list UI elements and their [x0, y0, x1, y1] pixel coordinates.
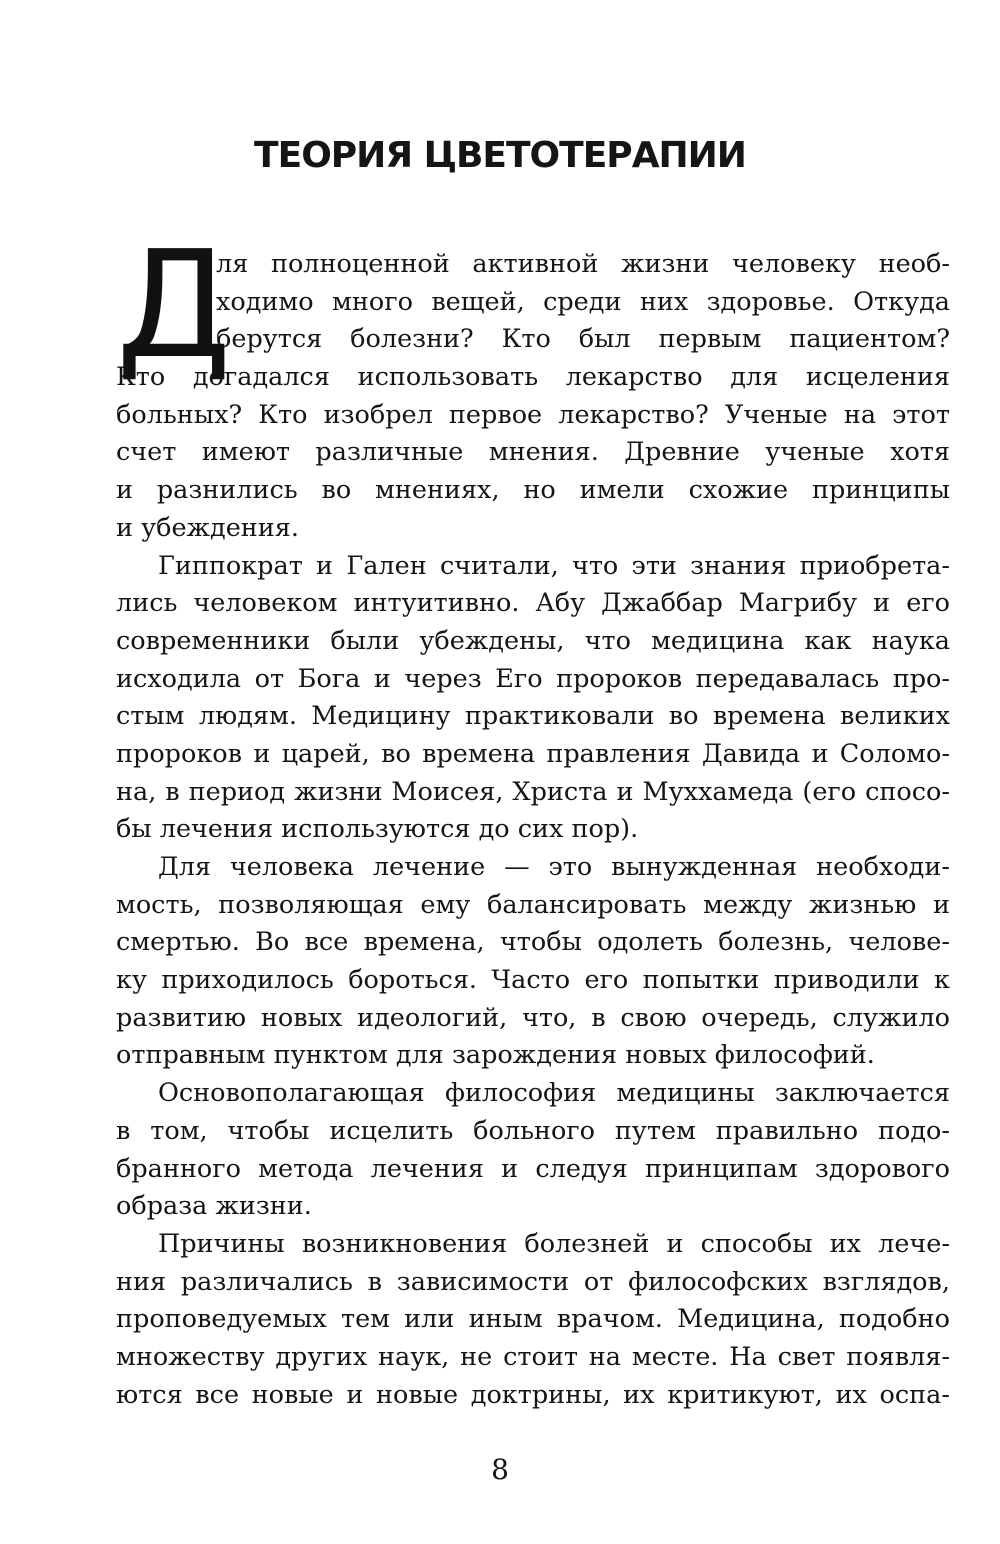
- text-line: проповедуемых тем или иным врачом. Медицина, подобно: [116, 1304, 950, 1335]
- text-line: мость, позволяющая ему балансировать между жизнью и: [116, 889, 950, 920]
- text-line: Причины возникновения болезней и способы их лече-: [158, 1228, 950, 1259]
- text-line: счет имеют различные мнения. Древние ученые хотя: [116, 437, 950, 468]
- body-text: [116, 219, 950, 1414]
- text-line: в том, чтобы исцелить больного путем правильно подо-: [116, 1115, 950, 1146]
- text-line: и убеждения.: [116, 512, 299, 543]
- page-number: 8: [491, 1453, 509, 1486]
- text-line: ются все новые и новые доктрины, их критикуют, их оспа-: [116, 1379, 950, 1410]
- text-line: бы лечения используются до сих пор).: [116, 814, 639, 845]
- text-line: ля полноценной активной жизни человеку необ-: [216, 249, 950, 279]
- text-line: современники были убеждены, что медицина как наука: [116, 625, 950, 656]
- text-line: берутся болезни? Кто был первым пациентом?: [216, 324, 950, 355]
- text-line: Кто догадался использовать лекарство для исцеления: [116, 362, 950, 393]
- text-line: ходимо много вещей, среди них здоровье. Откуда: [216, 286, 950, 317]
- text-line: и разнились во мнениях, но имели схожие принципы: [116, 475, 950, 506]
- text-line: стым людям. Медицину практиковали во времена великих: [116, 701, 950, 732]
- text-line: пророков и царей, во времена правления Давида и Соломо-: [116, 738, 950, 769]
- text-line: на, в период жизни Моисея, Христа и Муххамеда (его спосо-: [116, 776, 950, 807]
- text-line: отправным пунктом для зарождения новых философий.: [116, 1040, 875, 1071]
- drop-cap: Д: [116, 219, 232, 391]
- text-line: ку приходилось бороться. Часто его попытки приводили к: [116, 965, 950, 996]
- text-line: больных? Кто изобрел первое лекарство? Ученые на этот: [116, 399, 950, 430]
- text-line: Основополагающая философия медицины заключается: [158, 1078, 950, 1109]
- text-line: образа жизни.: [116, 1191, 312, 1222]
- text-line: смертью. Во все времена, чтобы одолеть болезнь, челове-: [116, 927, 950, 958]
- text-line: лись человеком интуитивно. Абу Джаббар Магрибу и его: [116, 588, 950, 619]
- text-line: исходила от Бога и через Его пророков передавалась про-: [116, 663, 950, 694]
- text-line: ния различались в зависимости от философских взглядов,: [116, 1266, 950, 1297]
- text-line: множеству других наук, не стоит на месте. На свет появля-: [116, 1341, 950, 1372]
- text-line: Для человека лечение — это вынужденная необходи-: [158, 852, 950, 882]
- text-line: Гиппократ и Гален считали, что эти знания приобрета-: [158, 550, 950, 581]
- chapter-title: ТЕОРИЯ ЦВЕТОТЕРАПИИ: [254, 135, 746, 176]
- text-line: бранного метода лечения и следуя принципам здорового: [116, 1153, 950, 1184]
- text-line: развитию новых идеологий, что, в свою очередь, служило: [116, 1002, 950, 1033]
